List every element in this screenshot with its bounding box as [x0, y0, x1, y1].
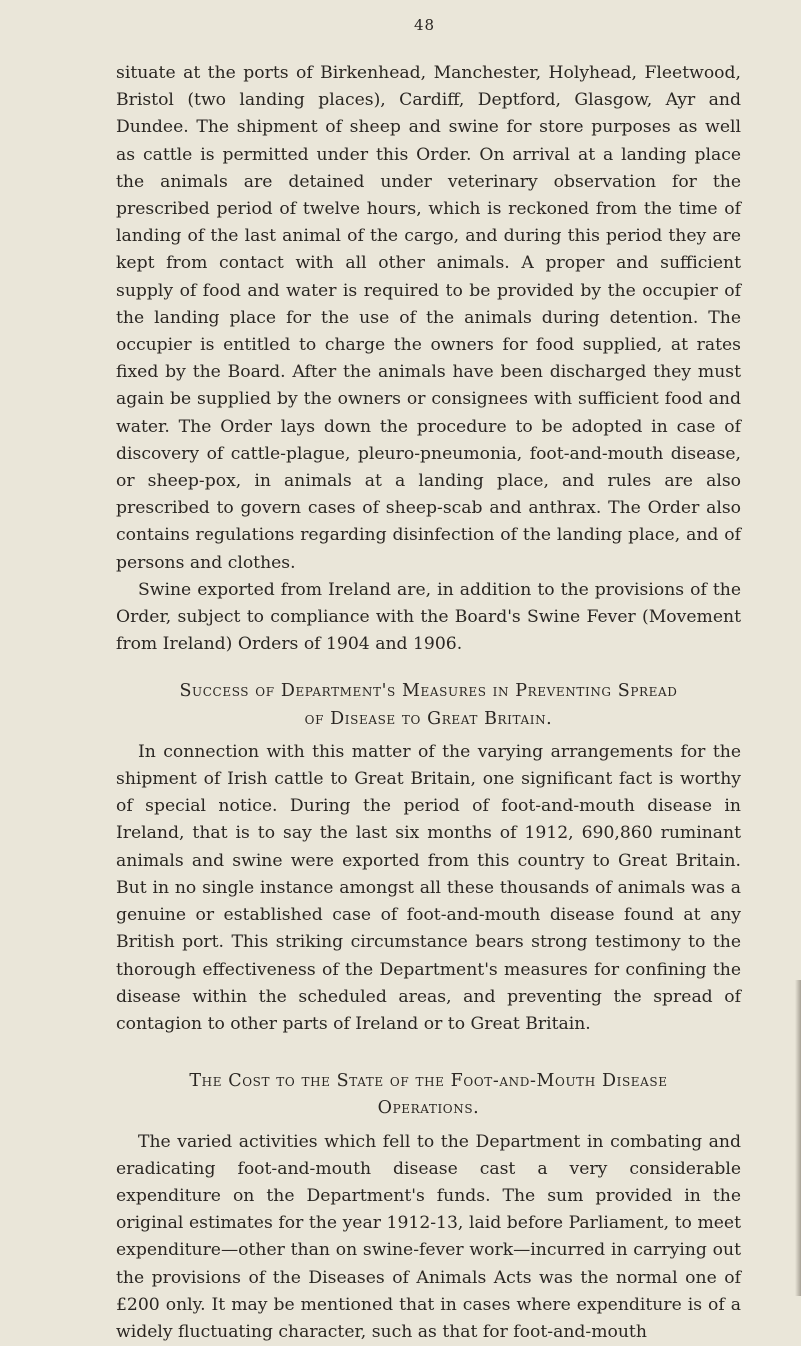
paragraph-irish-cattle-shipment: In connection with this matter of the varying arrangements for the shipment of Irish cattle to Great Britain, one significant fact is worthy of special notice. During the period of foot-and-mouth disease in Ireland, that is to say the last six months of 1912, 690,860 ruminant animals and swine were exported from this country to Great Britain. But in no single instance amongst all these thousands of animals was a genuine or established case of foot-and-mouth disease found at any British port. This striking circumstance bears strong testimony to the thorough effectiveness of the Department's measures for confining the disease within the scheduled areas, and preventing the spread of contagion to other parts of Ireland or to Great Britain. — [116, 741, 741, 1034]
section-heading-success — [116, 678, 741, 732]
section-heading-cost-line-2: Operations. — [377, 1098, 480, 1119]
page-edge-shadow — [795, 980, 801, 1296]
section-heading-cost — [116, 1068, 741, 1122]
paragraph-swine-export: Swine exported from Ireland are, in addition to the provisions of the Order, subject to compliance with the Board's Swine Fever (Movement from Ireland) Orders of 1904 and 1906. — [116, 579, 741, 655]
section-heading-success-line-1: Success of Department's Measures in Preventing Spread — [179, 681, 678, 702]
section-heading-cost-line-1: The Cost to the State of the Foot-and-Mouth Disease — [189, 1071, 668, 1092]
paragraph-landing-regulations: situate at the ports of Birkenhead, Manchester, Holyhead, Fleetwood, Bristol (two landing places), Cardiff, Deptford, Glasgow, Ayr and Dundee. The shipment of sheep and swine for store purposes as well as cattle is permitted under this Order. On arrival at a landing place the animals are detained under veterinary observation for the prescribed period of twelve hours, which is reckoned from the time of landing of the last animal of the cargo, and during this period they are kept from contact with all other animals. A proper and sufficient supply of food and water is required to be provided by the occupier of the landing place for the use of the animals during detention. The occupier is entitled to charge the owners for food supplied, at rates fixed by the Board. After the animals have been discharged they must again be supplied by the owners or consignees with sufficient food and water. The Order lays down the procedure to be adopted in case of discovery of cattle-plague, pleuro-pneumonia, foot-and-mouth disease, or sheep-pox, in animals at a landing place, and rules are also prescribed to govern cases of sheep-scab and anthrax. The Order also contains regulations regarding disinfection of the landing place, and of persons and clothes. — [116, 63, 741, 573]
page-number: 48 — [413, 16, 436, 34]
section-heading-success-line-2: of Disease to Great Britain. — [304, 708, 553, 729]
paragraph-expenditure: The varied activities which fell to the Department in combating and eradicating foot-and-mouth disease cast a very considerable expenditure on the Department's funds. The sum provided in the original estimates for the year 1912-13, laid before Parliament, to meet expenditure—other than on swine-fever work—incurred in carrying out the provisions of the Diseases of Animals Acts was the normal one of £200 only. It may be mentioned that in cases where expenditure is of a widely fluctuating character, such as that for foot-and-mouth — [116, 1131, 741, 1342]
